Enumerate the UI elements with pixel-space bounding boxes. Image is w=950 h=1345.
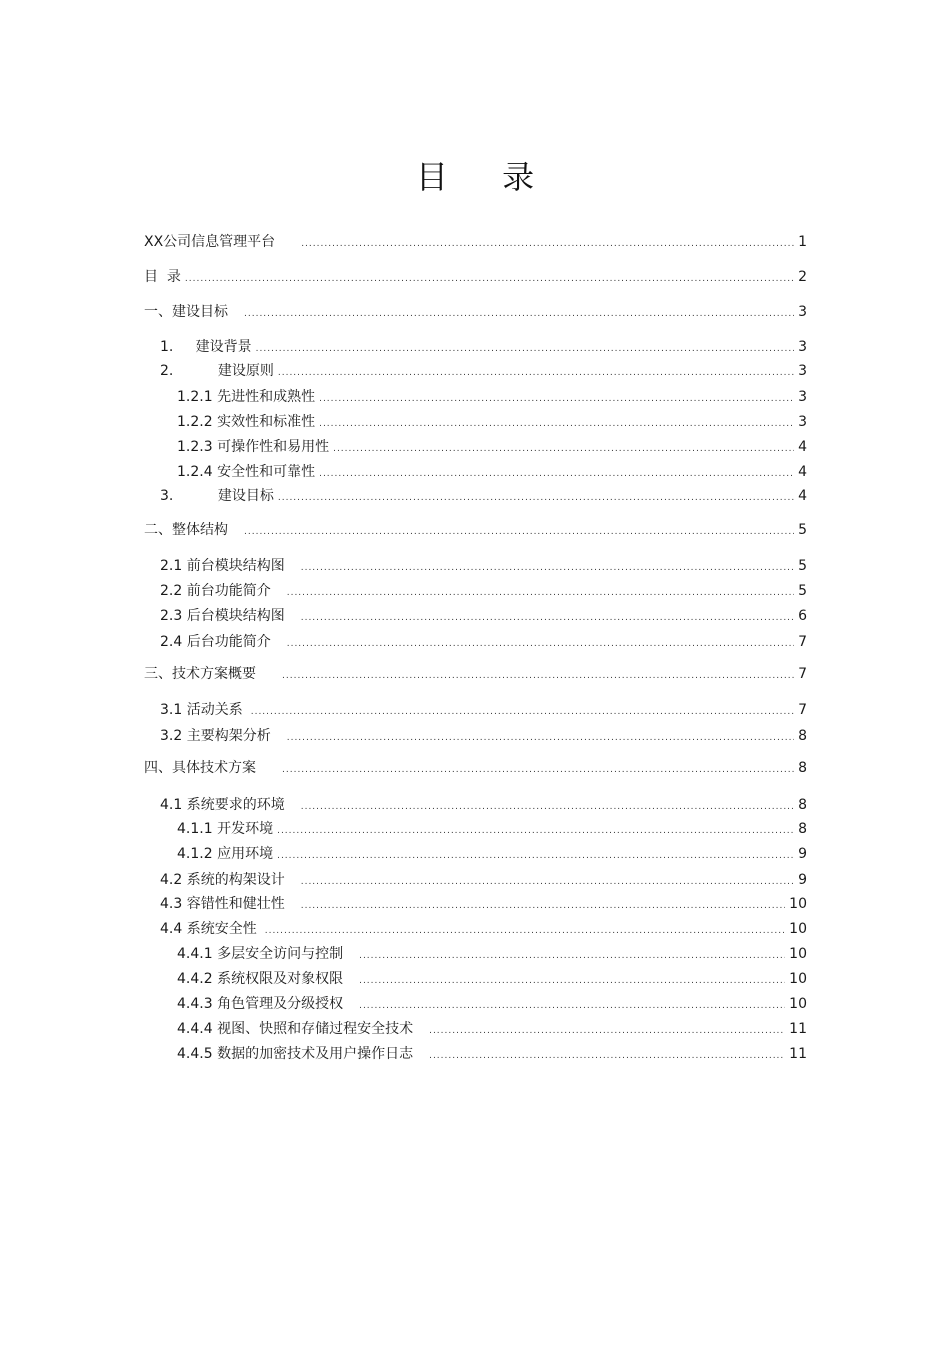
toc-entry[interactable] xyxy=(160,581,807,601)
toc-entry[interactable] xyxy=(144,302,807,322)
toc-entry[interactable] xyxy=(160,870,807,890)
toc-leader-dots xyxy=(278,490,794,506)
toc-leader-dots xyxy=(429,1048,785,1064)
toc-leader-dots xyxy=(277,848,794,864)
toc-leader-dots xyxy=(277,823,794,839)
toc-entry-label: 4.1.2 应用环境 xyxy=(177,846,274,862)
toc-entry-label: 2.3 后台模块结构图 xyxy=(160,608,285,624)
toc-entry-label: 3.1 活动关系 xyxy=(160,702,243,718)
toc-leader-dots xyxy=(287,636,794,652)
toc-entry-label: 4.4.1 多层安全访问与控制 xyxy=(177,946,344,962)
toc-entry[interactable] xyxy=(177,819,807,839)
toc-entry-page: 11 xyxy=(789,1046,807,1062)
toc-leader-dots xyxy=(359,948,785,964)
toc-entry-label: 4.2 系统的构架设计 xyxy=(160,872,285,888)
toc-entry[interactable] xyxy=(177,437,807,457)
toc-entry-label: 2.4 后台功能简介 xyxy=(160,634,271,650)
toc-entry[interactable] xyxy=(160,919,807,939)
toc-entry-label: 1.2.2 实效性和标准性 xyxy=(177,414,316,430)
toc-entry-page: 5 xyxy=(798,522,807,538)
toc-entry[interactable] xyxy=(177,994,807,1014)
toc-entry[interactable] xyxy=(177,412,807,432)
toc-entry[interactable] xyxy=(144,232,807,252)
toc-entry[interactable] xyxy=(177,969,807,989)
toc-leader-dots xyxy=(359,973,785,989)
toc-entry[interactable] xyxy=(160,700,807,720)
toc-entry[interactable] xyxy=(177,1019,807,1039)
toc-leader-dots xyxy=(359,998,785,1014)
toc-leader-dots xyxy=(185,271,794,287)
toc-leader-dots xyxy=(287,730,794,746)
toc-entry-page: 10 xyxy=(789,896,807,912)
toc-entry-page: 9 xyxy=(798,846,807,862)
toc-entry-label: 2.2 前台功能简介 xyxy=(160,583,271,599)
toc-leader-dots xyxy=(301,610,794,626)
toc-entry-page: 7 xyxy=(798,702,807,718)
toc-leader-dots xyxy=(244,524,794,540)
toc-entry[interactable] xyxy=(160,556,807,576)
toc-leader-dots xyxy=(244,306,794,322)
toc-leader-dots xyxy=(319,391,794,407)
toc-entry-label: 2.1 前台模块结构图 xyxy=(160,558,285,574)
toc-entry-label: 4.4.2 系统权限及对象权限 xyxy=(177,971,344,987)
toc-entry-label: 4.4.5 数据的加密技术及用户操作日志 xyxy=(177,1046,414,1062)
toc-leader-dots xyxy=(256,341,794,357)
toc-entry-page: 2 xyxy=(798,269,807,285)
toc-entry-page: 10 xyxy=(789,996,807,1012)
toc-entry-label: 4.1.1 开发环境 xyxy=(177,821,274,837)
toc-entry-label: 4.4.4 视图、快照和存储过程安全技术 xyxy=(177,1021,414,1037)
toc-entry-label: 二、整体结构 xyxy=(144,522,228,538)
toc-entry-page: 7 xyxy=(798,666,807,682)
toc-entry-page: 3 xyxy=(798,339,807,355)
toc-entry-page: 8 xyxy=(798,797,807,813)
toc-leader-dots xyxy=(319,466,794,482)
toc-entry[interactable] xyxy=(160,337,807,357)
toc-entry[interactable] xyxy=(160,486,807,506)
toc-entry-page: 8 xyxy=(798,760,807,776)
toc-leader-dots xyxy=(319,416,794,432)
toc-entry-label: 1.2.4 安全性和可靠性 xyxy=(177,464,316,480)
toc-entry-label: 一、建设目标 xyxy=(144,304,228,320)
toc-entry-label: 3. 建设目标 xyxy=(160,488,274,504)
toc-entry[interactable] xyxy=(160,894,807,914)
toc-leader-dots xyxy=(282,762,794,778)
toc-entry[interactable] xyxy=(177,944,807,964)
toc-entry-page: 8 xyxy=(798,821,807,837)
toc-leader-dots xyxy=(301,560,794,576)
toc-entry-label: 4.4 系统安全性 xyxy=(160,921,257,937)
toc-entry-label: XX公司信息管理平台 xyxy=(144,234,276,250)
toc-entry-label: 4.3 容错性和健壮性 xyxy=(160,896,285,912)
toc-entry-page: 4 xyxy=(798,464,807,480)
toc-leader-dots xyxy=(333,441,794,457)
toc-entry[interactable] xyxy=(177,844,807,864)
toc-entry[interactable] xyxy=(177,1044,807,1064)
toc-entry-label: 2. 建设原则 xyxy=(160,363,274,379)
toc-entry[interactable] xyxy=(160,726,807,746)
toc-entry[interactable] xyxy=(160,795,807,815)
toc-entry-label: 四、具体技术方案 xyxy=(144,760,256,776)
toc-entry-page: 9 xyxy=(798,872,807,888)
toc-entry-label: 4.4.3 角色管理及分级授权 xyxy=(177,996,344,1012)
toc-entry-page: 8 xyxy=(798,728,807,744)
toc-entry[interactable] xyxy=(177,462,807,482)
toc-entry[interactable] xyxy=(160,606,807,626)
toc-leader-dots xyxy=(278,365,794,381)
toc-entry-label: 三、技术方案概要 xyxy=(144,666,256,682)
toc-entry[interactable] xyxy=(144,758,807,778)
toc-entry-label: 3.2 主要构架分析 xyxy=(160,728,271,744)
toc-entry-page: 7 xyxy=(798,634,807,650)
toc-entry-page: 5 xyxy=(798,558,807,574)
toc-entry[interactable] xyxy=(177,387,807,407)
toc-leader-dots xyxy=(429,1023,785,1039)
toc-entry-page: 4 xyxy=(798,439,807,455)
toc-leader-dots xyxy=(265,923,785,939)
toc-entry-page: 10 xyxy=(789,946,807,962)
toc-entry-page: 5 xyxy=(798,583,807,599)
page-title: 目 录 xyxy=(415,158,557,196)
toc-entry-page: 1 xyxy=(798,234,807,250)
toc-entry-page: 3 xyxy=(798,389,807,405)
toc-entry-page: 3 xyxy=(798,363,807,379)
toc-leader-dots xyxy=(301,874,794,890)
toc-entry-page: 3 xyxy=(798,304,807,320)
toc-entry-label: 1.2.1 先进性和成熟性 xyxy=(177,389,316,405)
toc-entry-page: 6 xyxy=(798,608,807,624)
toc-entry-label: 1. 建设背景 xyxy=(160,339,252,355)
toc-leader-dots xyxy=(301,898,785,914)
toc-entry[interactable] xyxy=(144,267,807,287)
toc-entry-page: 3 xyxy=(798,414,807,430)
toc-entry-page: 10 xyxy=(789,921,807,937)
toc-leader-dots xyxy=(282,668,794,684)
toc-entry-page: 4 xyxy=(798,488,807,504)
toc-entry-label: 目 录 xyxy=(144,269,181,285)
toc-entry[interactable] xyxy=(160,361,807,381)
toc-entry-page: 11 xyxy=(789,1021,807,1037)
toc-entry[interactable] xyxy=(144,664,807,684)
toc-leader-dots xyxy=(251,704,794,720)
toc-entry-label: 1.2.3 可操作性和易用性 xyxy=(177,439,330,455)
toc-entry[interactable] xyxy=(160,632,807,652)
toc-leader-dots xyxy=(301,236,794,252)
toc-leader-dots xyxy=(287,585,794,601)
toc-entry[interactable] xyxy=(144,520,807,540)
toc-entry-page: 10 xyxy=(789,971,807,987)
toc-entry-label: 4.1 系统要求的环境 xyxy=(160,797,285,813)
toc-leader-dots xyxy=(301,799,794,815)
